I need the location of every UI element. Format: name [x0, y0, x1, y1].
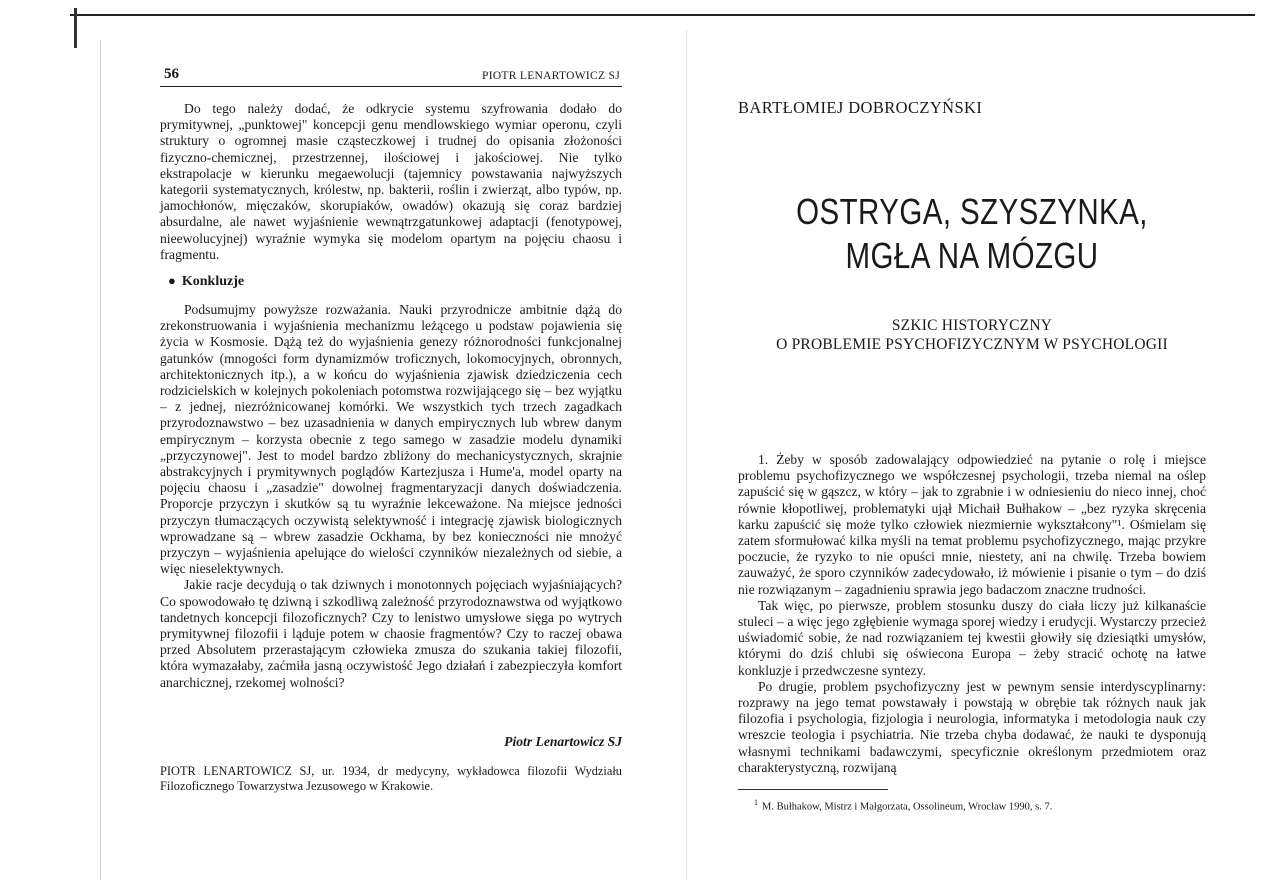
scan-edge-left	[74, 8, 77, 48]
paragraph: 1. Żeby w sposób zadowalający odpowiedzieć na pytanie o rolę i miejsce problemu psychofizycznego we współczesnej psychologii, trzeba niemal na oślep zapuścić się w gąszcz, w który – jak to zgrabnie i w odniesieniu do nieco innej, choć równie kłopotliwej, problematyki ujął Michaił Bułhakow – „bez ryzyka skręcenia karku zapuścić się może tylko człowiek niezmiernie wykształcony"¹. Ośmielam się zatem sformułować kilka myśli na temat problemu psychofizycznego, mając przykre poczucie, że ryzyko to nie opuści mnie, niestety, ani na chwilę. Trzeba bowiem zauważyć, że sporo czynników zadecydowało, iż mówienie i pisanie o tym – do dziś nie rozwiązanym – zagadnieniu sprawia jego badaczom znaczne trudności.	[738, 452, 1206, 597]
running-head	[160, 66, 622, 87]
author-bio-note: PIOTR LENARTOWICZ SJ, ur. 1934, dr medycyny, wykładowca filozofii Wydziału Filozoficznego Towarzystwa Jezusowego w Krakowie.	[160, 764, 622, 793]
subtitle-line: O PROBLEMIE PSYCHOFIZYCZNYM W PSYCHOLOGII	[776, 336, 1168, 353]
page-number: 56	[164, 66, 179, 82]
section-heading-label: Konkluzje	[181, 274, 245, 289]
subtitle-line: SZKIC HISTORYCZNY	[891, 317, 1053, 334]
article-subtitle	[728, 316, 1216, 354]
running-head-author: PIOTR LENARTOWICZ SJ	[482, 70, 620, 82]
paragraph: Podsumujmy powyższe rozważania. Nauki przyrodnicze ambitnie dążą do zrekonstruowania i wyjaśnienia mechanizmu leżącego u podstaw pojawienia się życia w Kosmosie. Dążą też do wyjaśnienia genezy różnorodności funkcjonalnej gatunków (mnogości form dynamizmów troficznych, lokomocyjnych, obronnych, architektonicznych itp.), a w końcu do wyjaśnienia zjawisk dziedziczenia cech rodzicielskich w kolejnych pokoleniach potomstwa rozwijającego się – bez wyjątku – z jednej, niezróżnicowanej komórki. We wszystkich tych trzech zagadkach przyrodoznawstwo – bez uzasadnienia w danych empirycznych lub wbrew danym empirycznym – korzysta obecnie z tego samego w zasadzie modelu dynamiki „przyczynowej". Jest to model bardzo zbliżony do mechanicystycznych, skrajnie abstrakcyjnych i prymitywnych poglądów Kartezjusza i Hume'a, model oparty na pojęciu chaosu i „zasadzie" dowolnej fragmentaryzacji danych doświadczenia. Proporcje przyczyn i skutków są tu wyraźnie lekceważone. Na miejsce jedności przyczyn tłumaczących oczywistą selektywność i integrację zjawisk biologicznych wprowadzane są – wbrew zasadzie Ockhama, by bez konieczności nie mnożyć przyczyn – wyjaśnienia apelujące do wielości czynników niezależnych od siebie, a więc nieselektywnych.	[160, 302, 622, 577]
article-title	[780, 190, 1164, 278]
footnote	[754, 798, 1052, 813]
footnote-rule	[738, 789, 888, 790]
scan-gutter-line	[100, 40, 101, 880]
footnote-marker: 1	[754, 798, 758, 807]
paragraph: Jakie racje decydują o tak dziwnych i monotonnych pojęciach wyjaśniających? Co spowodowało tę dziwną i szkodliwą zależność przyrodoznawstwa od wyjątkowo tandetnych koncepcji filozoficznych? Czy to lenistwo umysłowe sięga po wytrych prymitywnej filozofii i ląduje potem w chaosie fragmentów? Czy to raczej obawa przed Absolutem przerastającym człowieka zmusza do szukania takiej filozofii, która wymazałaby, zaćmiła jasną oczywistość Jego działań i zabezpieczyła komfort anarchicznej, rzekomej wolności?	[160, 577, 622, 690]
title-line: MGŁA NA MÓZGU	[845, 235, 1099, 276]
bullet-icon: ●	[168, 273, 176, 288]
article-author: BARTŁOMIEJ DOBROCZYŃSKI	[738, 98, 983, 117]
paragraph: Po drugie, problem psychofizyczny jest w pewnym sensie interdyscyplinarny: rozprawy na jego temat powstawały i powstają w obrębie tak różnych nauk jak filozofia i psychologia, fizjologia i neurologia, informatyka i metodologia nauk czy wreszcie teologia i psychiatria. Nie trzeba chyba dodawać, że nauki te dysponują własnymi technikami badawczymi, specyficznie określonym przedmiotem oraz charakterystyczną, rozwijaną	[738, 678, 1206, 775]
article-body	[738, 452, 1206, 776]
book-spine	[686, 30, 687, 880]
conclusion-text	[160, 302, 622, 691]
section-heading	[168, 273, 244, 290]
title-line: OSTRYGA, SZYSZYNKA,	[796, 191, 1148, 232]
paragraph: Do tego należy dodać, że odkrycie systemu szyfrowania dodało do prymitywnej, „punktowej" koncepcji genu mendlowskiego wymiar operonu, czyli struktury o ogromnej masie cząsteczkowej i trudnej do opisania złożoności fizyczno-chemicznej, przestrzennej, ilościowej i jakościowej. Nie tylko ekstrapolacje w kierunku megaewolucji (tajemnicy powstawania najwyższych kategorii systematycznych, królestw, np. bakterii, roślin i zwierząt, albo typów, np. jamochłonów, mięczaków, skorupiaków, owadów) okazują się coraz bardziej absurdalne, ale nawet wyjaśnienie wewnątrzgatunkowej adaptacji (fenotypowej, nieewolucyjnej) wyraźnie wymyka się modelom opartym na pojęciu chaosu i fragmentu.	[160, 101, 622, 262]
paragraph: Tak więc, po pierwsze, problem stosunku duszy do ciała liczy już kilkanaście stuleci – a więc jego zgłębienie wymaga sporej wiedzy i erudycji. Wystarczy przecież uświadomić sobie, że nad rozwiązaniem tej kwestii głowiły się dziesiątki umysłów, którymi do dziś chlubi się oświecona Europa – żeby stracić ochotę na łatwe konkluzje i przedwczesne syntezy.	[738, 597, 1206, 678]
intro-text	[160, 101, 622, 263]
footnote-text: M. Bułhakow, Mistrz i Małgorzata, Ossolineum, Wrocław 1990, s. 7.	[762, 801, 1053, 813]
author-signature: Piotr Lenartowicz SJ	[504, 734, 622, 749]
scan-edge-top	[70, 14, 1255, 16]
